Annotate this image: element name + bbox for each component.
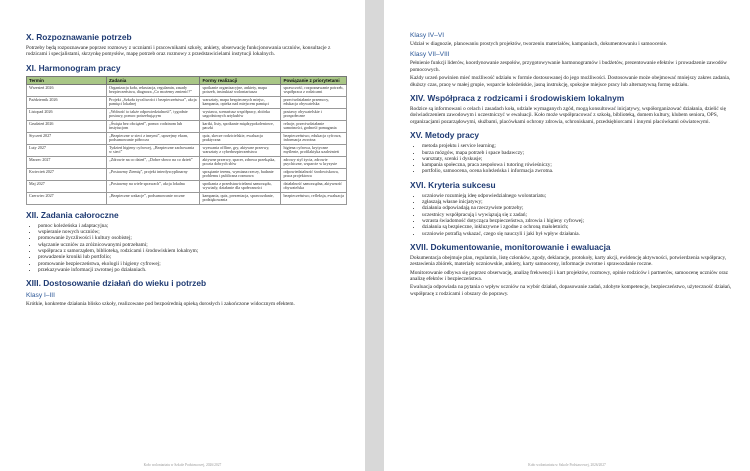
table-cell: Luty 2027 (27, 144, 107, 156)
table-cell: Kwiecień 2027 (27, 168, 107, 180)
table-cell: wystawa, scenariusz współpracy, zbiórka uzgodnionych artykułów (200, 108, 281, 120)
table-cell: kampania, quiz, prezentacja, sprawozdanie, podziękowania (200, 192, 281, 204)
table-cell: Listopad 2026 (27, 108, 107, 120)
table-cell: Marzec 2027 (27, 156, 107, 168)
section-age-adaptation (26, 278, 347, 307)
table-cell: Wrzesień 2026 (27, 84, 107, 96)
table-cell: Styczeń 2027 (27, 132, 107, 144)
table-cell: „Bezpieczne w sieci z innymi”, uprzejmy ekran, podsumowanie półrocza (107, 132, 200, 144)
table-row (27, 144, 347, 156)
list-item: • wspieranie nowych uczniów; (38, 229, 347, 235)
section-schedule (26, 63, 347, 205)
section-cooperation (410, 93, 734, 125)
section-title: X. Rozpoznawanie potrzeb (26, 32, 132, 42)
paragraph: Każdy uczeń powinien mieć możliwość udziału w formie dostosowanej do jego możliwości. Dostosowanie może obejmować mniejszy zakres zadania, dłuższy czas, pracę w małej grupie, wsparcie koleżeńskie, jasną instrukcję, spokojne miejsce pracy lub alternatywną formę udziału. (410, 75, 731, 88)
table-cell: quiz, skecze rodzicielskie, ewaluacja praktyczna (200, 132, 281, 144)
table-row (27, 84, 347, 96)
list-item: • współpraca z samorządem, biblioteką, rodzicami i środowiskiem lokalnym; (38, 248, 347, 254)
table-row (27, 180, 347, 192)
list-item: • prowadzenie kroniki lub portfolio; (38, 254, 347, 260)
document-page-right (384, 0, 750, 471)
table-cell: Projekt „Szkoła życzliwości i bezpieczeństwa”, akcja pamięci lokalnej (107, 96, 200, 108)
list-item: • promowanie bezpieczeństwa, ekologii i higieny cyfrowej; (38, 261, 347, 267)
section-title: XV. Metody pracy (410, 130, 480, 141)
page-footer: Koło wolontariatu w Szkole Podstawowej, 2026/2027 (143, 463, 222, 467)
table-cell: „Postawmy Ziemię”, projekt interdyscyplinarny (107, 168, 200, 180)
list-item: • włączanie uczniów za zróżnicowanymi potrzebami; (38, 242, 347, 248)
table-cell: relacje, przeciwdziałanie samotności, godność pomagania (281, 120, 347, 132)
list-item: • warsztaty, scenki i dyskusje; (422, 156, 734, 162)
table-cell: wyzwania offline, gry, aktywne przerwy, warsztaty z cyberbezpieczeństwa (200, 144, 281, 156)
table-row (27, 168, 347, 180)
table-cell: „Zdrowie na co dzień”, „Dobre słowo na co dzień” (107, 156, 200, 168)
table-cell: aktywne przerwy, spacer, zdrowa przekąska, poczta dobrych słów (200, 156, 281, 168)
bullet-list (26, 223, 347, 273)
table-cell: odpowiedzialność środowiskowa, praca projektowa (281, 168, 347, 180)
section-success-criteria (410, 180, 734, 237)
paragraph: Dokumentacja obejmuje plan, regulamin, listę członków, zgody, deklaracje, protokoły, karty akcji, ewidencję aktywności, potwierdzenia współpracy, zestawienia zbiórek, materiały uczniowskie, ankiety, karty samooceny, informacje zwrotne i sprawozdanie roczne. (410, 254, 727, 268)
table-row (27, 192, 347, 204)
section-title: XIV. Współpraca z rodzicami i środowiskiem lokalnym (410, 93, 625, 104)
table-cell: Czerwiec 2027 (27, 192, 107, 204)
table-cell: sprzątanie terenu, wymiana rzeczy, badanie problemu i publiczna rozmowa (200, 168, 281, 180)
table-cell: postawy obywatelskie i prospołeczne (281, 108, 347, 120)
section-title: XVI. Kryteria sukcesu (410, 179, 496, 190)
schedule-table (26, 76, 347, 205)
table-cell: Tydzień higieny cyfrowej, „Bezpieczne zachowania w sieci” (107, 144, 200, 156)
list-item: • uczestnicy współpracują i wywiązują się z zadań; (422, 212, 734, 218)
subsection-title: Klasy IV–VI (410, 32, 445, 39)
table-cell: Organizacja koła, rekrutacja, regulamin, zasady bezpieczeństwa, diagnoza „Co możemy zmienić?” (107, 84, 200, 96)
table-row (27, 96, 347, 108)
column-header: Powiązanie z priorytetami (281, 76, 347, 84)
table-cell: kartki, listy, spotkanie międzypokoleniowe, paczki (200, 120, 281, 132)
subsection-title: Klasy I–III (26, 292, 55, 300)
page-gap (365, 0, 384, 471)
bullet-list (410, 193, 734, 237)
table-cell: „Postawmy na wiele sprawach”, akcja lokalna (107, 180, 200, 192)
paragraph: Rodzice są informowani o celach i zasadach koła, udziale wymaganych zgód, mogą konsultować inicjatywy, współorganizować działania, dzielić się doświadczeniem zawodowym i uczestniczyć w ewaluacji. Koło może współpracować z szkołą, biblioteką, domem kultury, klubem seniora, OPS, organizacjami pozarządowymi, służbami, placówkami ochrony zdrowia, schroniskami, przedsiębiorcami i innymi placówkami oświatowymi. (410, 106, 726, 125)
page-footer: Koło wolontariatu w Szkole Podstawowej, 2026/2027 (528, 463, 606, 467)
column-header: Termin (27, 76, 107, 84)
table-cell: sprawczość, rozpoznawanie potrzeb, współpraca z rodzicami (281, 84, 347, 96)
section-title: XI. Harmonogram pracy (26, 62, 121, 73)
paragraph: Pełnienie funkcji liderów, koordynowanie zespołów, przygotowywanie harmonogramów i budżetów, prezentowanie efektów i prowadzenie zawodów pomocowych. (410, 60, 727, 73)
table-cell: Maj 2027 (27, 180, 107, 192)
table-row (27, 132, 347, 144)
section-methods (410, 130, 734, 174)
table-cell: „Bezpieczne wakacje”, podsumowanie roczne (107, 192, 200, 204)
paragraph: Monitorowanie odbywa się poprzez obserwację, analizę frekwencji i kart projektów, rozmowy, opinie rodziców i partnerów, samoocenę uczniów oraz analizę efektów i bezpieczeństwa. (410, 269, 728, 283)
column-header: Zadania (107, 76, 200, 84)
subsection-title: Klasy VII–VIII (410, 51, 450, 59)
list-item: • działania są bezpieczne, inkluzywne i zgodne z ochroną małoletnich; (422, 224, 734, 230)
list-item: • kampania społeczna, praca zespołowa i tutoring rówieśniczy; (422, 162, 734, 168)
table-cell: „Święta bez obciążeń”, pomoc rodzinom lub instytucjom (107, 120, 200, 132)
table-cell: warsztaty, mapa bezpiecznych miejsc, kampania, opieka nad miejscem pamięci (200, 96, 281, 108)
table-cell: higiena cyfrowa, krytyczne myślenie, profilaktyka uzależnień (281, 144, 347, 156)
list-item: • zgłaszają własne inicjatywy; (422, 199, 734, 205)
table-cell: „Wolność to także odpowiedzialność”, tygodnie postawy, pomoc potrzebującym (107, 108, 200, 120)
table-cell: Grudzień 2026 (27, 120, 107, 132)
list-item: • uczniowie potrafią wskazać, czego się nauczyli i jaki był wpływ działania. (422, 231, 734, 237)
table-cell: Październik 2026 (27, 96, 107, 108)
table-cell: bezpieczeństwo, refleksja, ewaluacja (281, 192, 347, 204)
table-header-row (27, 76, 347, 84)
section-age-adaptation-cont (410, 32, 734, 88)
section-needs (26, 32, 347, 58)
list-item: • uczniowie rozumieją ideę odpowiedzialnego wolontariatu; (422, 193, 734, 199)
column-header: Formy realizacji (200, 76, 281, 84)
table-cell: działalność samorządna, aktywność obywatelska (281, 180, 347, 192)
list-item: • promowanie życzliwości i kultury osobistej; (38, 235, 347, 241)
list-item: • pomoc koleżeńska i adaptacyjna; (38, 223, 347, 229)
bullet-list (410, 143, 734, 174)
paragraph: Udział w diagnozie, planowaniu prostych projektów, tworzeniu materiałów, kampaniach, dokumentowaniu i samoocenie. (410, 41, 668, 47)
list-item: • działania odpowiadają na rzeczywiste potrzeby; (422, 205, 734, 211)
section-yearlong-tasks (26, 210, 347, 273)
list-item: • przekazywanie informacji zwrotnej po działaniach. (38, 267, 347, 273)
table-row (27, 120, 347, 132)
list-item: • metoda projektu i service learning; (422, 143, 734, 149)
table-cell: spotkanie organizacyjne, ankiety, mapa potrzeb, instruktaż wolontariusza (200, 84, 281, 96)
section-title: XIII. Dostosowanie działań do wieku i potrzeb (26, 278, 207, 289)
section-documentation (410, 242, 734, 297)
table-cell: spotkania z przedstawicielami samorządu, wywiady, działanie dla społeczności (200, 180, 281, 192)
list-item: • burza mózgów, mapa potrzeb i space badawczy; (422, 150, 734, 156)
section-title: XII. Zadania całoroczne (26, 209, 119, 220)
table-cell: zdrowy styl życia, zdrowie psychiczne, wsparcie w kryzysie (281, 156, 347, 168)
table-cell: przeciwdziałanie przemocy, edukacja obywatelska (281, 96, 347, 108)
paragraph: Ewaluacja odpowiada na pytania o wpływ uczniów na wybór działań, dopasowanie zadań, zdobyte kompetencje, bezpieczeństwo, użyteczność działań, współpracę z rodzicami i obszary do poprawy. (410, 284, 732, 297)
table-row (27, 108, 347, 120)
list-item: • portfolio, samoocena, ocena koleżeńska i informacja zwrotna. (422, 168, 734, 174)
paragraph: Krótkie, konkretne działania blisko szkoły, realizowane pod bezpośrednią opieką dorosłych i zakończone widocznym efektem. (26, 301, 295, 308)
document-page-left (0, 0, 365, 471)
section-title: XVII. Dokumentowanie, monitorowanie i ewaluacja (410, 241, 611, 252)
table-row (27, 156, 347, 168)
list-item: • wzrasta świadomość dotycząca bezpieczeństwa, zdrowia i higieny cyfrowej; (422, 218, 734, 224)
table-cell: bezpieczeństwo, edukacja cyfrowa, informacja zwrotna (281, 132, 347, 144)
paragraph: Potrzeby będą rozpoznawane poprzez rozmowy z uczniami i pracownikami szkoły, ankiety, obserwację funkcjonowania uczniów, konsultacje z rodzicami i specjalistami, skrzynkę pomysłów, mapę potrzeb oraz rozmowy z przedstawicielami instytucji lokalnych. (26, 45, 331, 58)
